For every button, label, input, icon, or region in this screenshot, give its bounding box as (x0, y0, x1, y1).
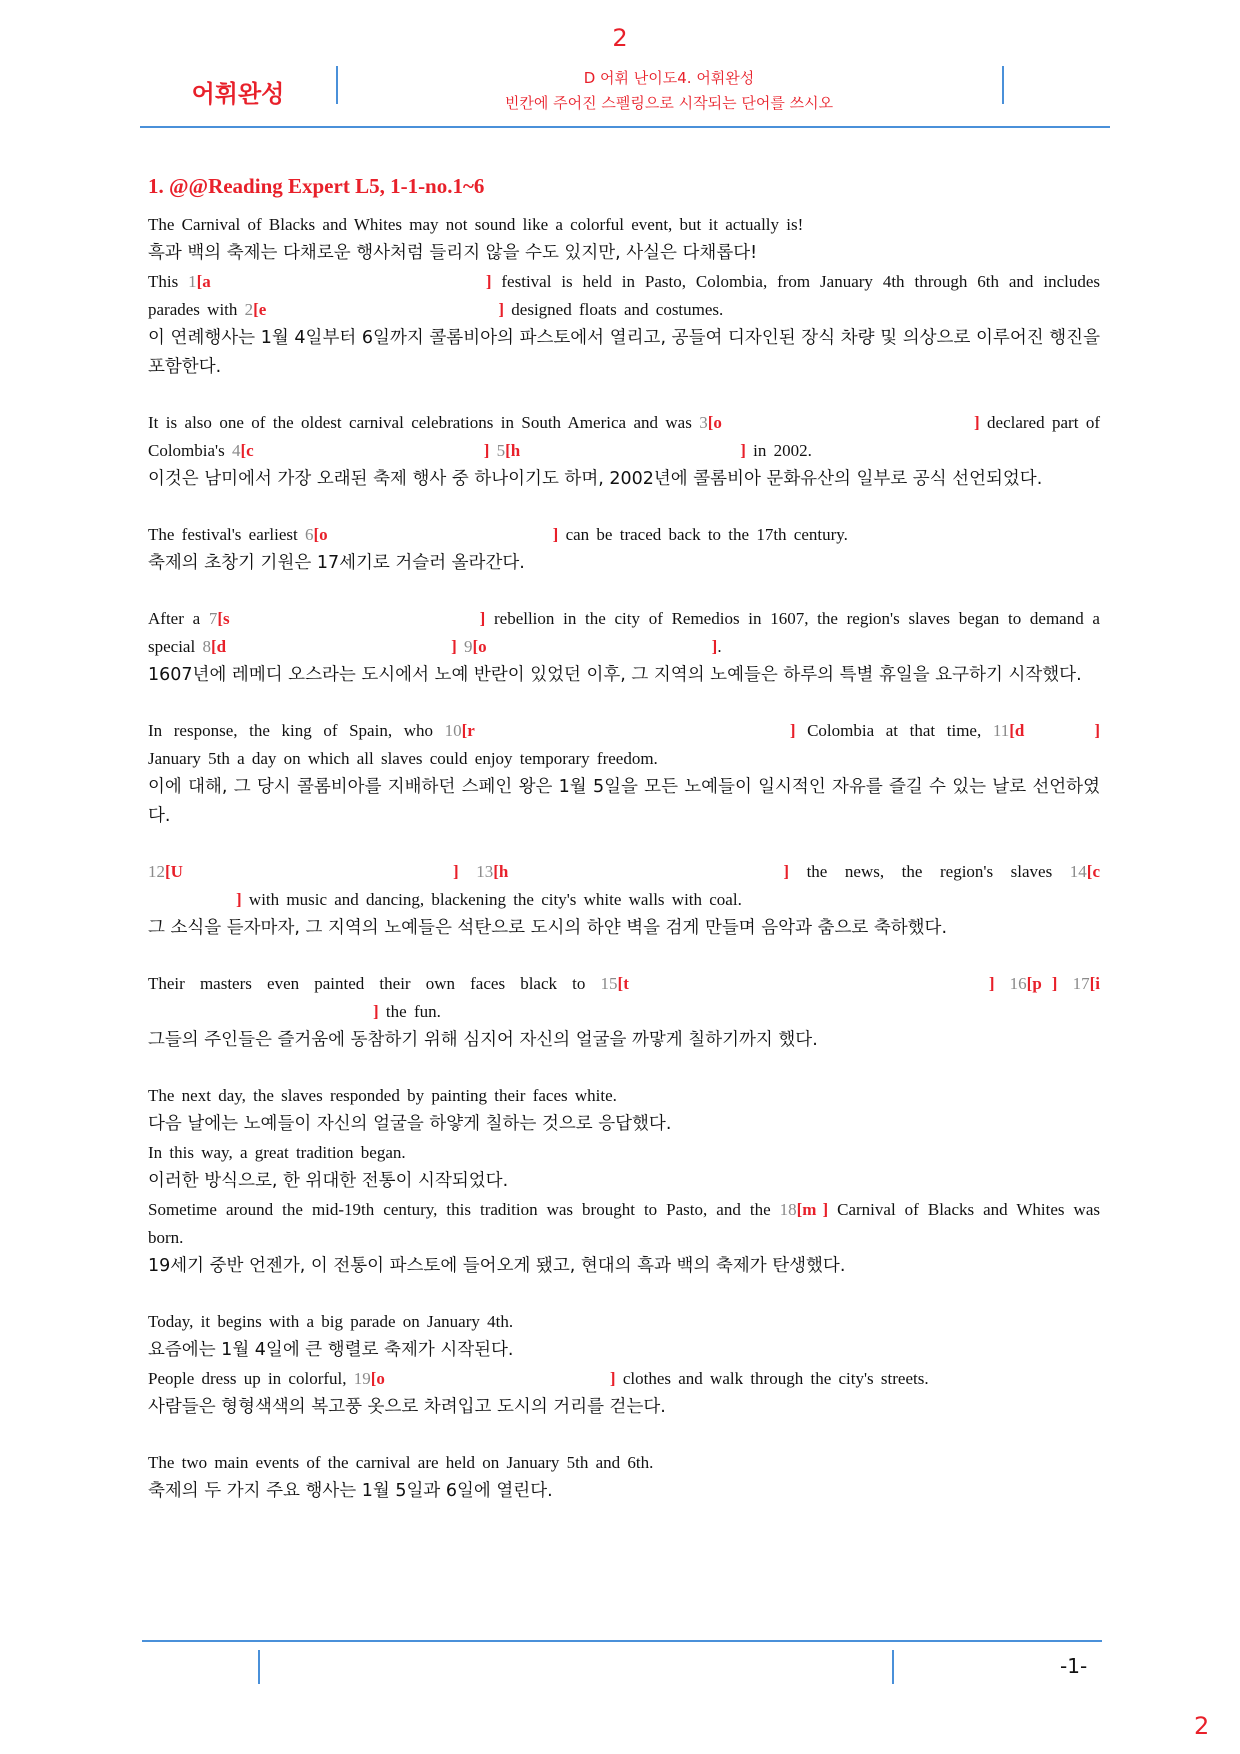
english-sentence: The Carnival of Blacks and Whites may not sound like a colorful event, but it actually is! (148, 215, 804, 234)
english-sentence: 12[U ] 13[h ] the news, the region's slaves 14[c] with music and dancing, blackening the city's white walls with coal. (148, 862, 1100, 909)
blank-12[interactable]: [U ] (165, 862, 459, 881)
blank-6[interactable]: [o ] (313, 525, 559, 544)
english-sentence: It is also one of the oldest carnival celebrations in South America and was 3[o ] declared part of Colombia's 4[c ] 5[h ] in 2002. (148, 413, 1100, 460)
blank-number: 18 (779, 1200, 797, 1219)
english-sentence: In response, the king of Spain, who 10[r ] Colombia at that time, 11[d ] January 5th a day on which all slaves could enjoy temporary freedom. (148, 721, 1100, 768)
instruction-line-1: D 어휘 난이도4. 어휘완성 (583, 69, 755, 87)
blank-10[interactable]: [r ] (461, 721, 796, 740)
footer-divider-right (892, 1650, 894, 1684)
blank-3[interactable]: [o ] (707, 413, 980, 432)
korean-translation: 축제의 두 가지 주요 행사는 1월 5일과 6일에 열린다. (148, 1481, 553, 1501)
english-sentence: The next day, the slaves responded by painting their faces white. (148, 1086, 617, 1105)
blank-number: 19 (353, 1369, 371, 1388)
blank-9[interactable]: [o ] (472, 637, 718, 656)
corner-page-number: 2 (1194, 1712, 1210, 1740)
worksheet-instructions (336, 66, 1002, 116)
blank-number: 16 (1009, 974, 1027, 993)
korean-translation: 그 소식을 듣자마자, 그 지역의 노예들은 석탄으로 도시의 하얀 벽을 검게 만들며 음악과 춤으로 축하했다. (148, 918, 948, 938)
worksheet-content (148, 174, 1100, 1506)
korean-translation: 1607년에 레메디 오스라는 도시에서 노예 반란이 있었던 이후, 그 지역의 노예들은 하루의 특별 휴일을 요구하기 시작했다. (148, 665, 1082, 685)
korean-translation: 이 연례행사는 1월 4일부터 6일까지 콜롬비아의 파스토에서 열리고, 공들여 디자인된 장식 차량 및 의상으로 이루어진 행진을 포함한다. (148, 328, 1100, 377)
blank-15[interactable]: [t ] (617, 974, 995, 993)
blank-number: 15 (600, 974, 618, 993)
blank-14[interactable]: [c] (236, 862, 1100, 909)
blank-number: 11 (992, 721, 1010, 740)
blank-number: 7 (208, 609, 218, 628)
blank-1[interactable]: [a ] (196, 272, 492, 291)
blank-number: 4 (231, 441, 241, 460)
blank-19[interactable]: [o ] (370, 1369, 616, 1388)
english-sentence: The festival's earliest 6[o ] can be traced back to the 17th century. (148, 525, 848, 544)
blank-number: 8 (202, 637, 211, 656)
blank-number: 12 (148, 862, 165, 881)
instruction-line-2: 빈칸에 주어진 스펠링으로 시작되는 단어를 쓰시오 (504, 94, 834, 112)
english-sentence: Sometime around the mid-19th century, this tradition was brought to Pasto, and the 18[m ] Carnival of Blacks and Whites was born. (148, 1200, 1100, 1247)
english-sentence: This 1[a ] festival is held in Pasto, Colombia, from January 4th through 6th and includes parades with 2[e ] designed floats and costumes. (148, 272, 1100, 319)
english-sentence: After a 7[s ] rebellion in the city of Remedios in 1607, the region's slaves began to demand a special 8[d ] 9[o ]. (148, 609, 1100, 656)
blank-number: 13 (476, 862, 494, 881)
blank-11[interactable]: [d ] (1009, 721, 1100, 740)
blank-number: 1 (188, 272, 197, 291)
blank-number: 6 (304, 525, 314, 544)
blank-number: 10 (444, 721, 462, 740)
worksheet-title: 어휘완성 (191, 80, 285, 108)
blank-number: 17 (1072, 974, 1090, 993)
english-sentence: In this way, a great tradition began. (148, 1143, 406, 1162)
blank-number: 9 (464, 637, 473, 656)
korean-translation: 다음 날에는 노예들이 자신의 얼굴을 하얗게 칠하는 것으로 응답했다. (148, 1114, 672, 1134)
blank-number: 3 (699, 413, 708, 432)
footer-rule (142, 1640, 1102, 1642)
blank-5[interactable]: [h ] (505, 441, 746, 460)
blank-18[interactable]: [m ] (796, 1200, 829, 1219)
korean-translation: 19세기 중반 언젠가, 이 전통이 파스토에 들어오게 됐고, 현대의 흑과 백의 축제가 탄생했다. (148, 1256, 846, 1276)
korean-translation: 흑과 백의 축제는 다채로운 행사처럼 들리지 않을 수도 있지만, 사실은 다채롭다! (148, 243, 758, 263)
korean-translation: 이것은 남미에서 가장 오래된 축제 행사 중 하나이기도 하며, 2002년에 콜롬비아 문화유산의 일부로 공식 선언되었다. (148, 469, 1043, 489)
worksheet-header (140, 66, 1110, 128)
english-sentence: The two main events of the carnival are held on January 5th and 6th. (148, 1453, 654, 1472)
korean-translation: 축제의 초창기 기원은 17세기로 거슬러 올라간다. (148, 553, 525, 573)
korean-translation: 이러한 방식으로, 한 위대한 전통이 시작되었다. (148, 1171, 509, 1191)
blank-number: 5 (496, 441, 506, 460)
blank-number: 14 (1069, 862, 1087, 881)
blank-4[interactable]: [c ] (240, 441, 490, 460)
blank-16[interactable]: [p ] (1026, 974, 1058, 993)
footer-page-number: -1- (1060, 1654, 1088, 1678)
footer-divider-left (258, 1650, 260, 1684)
korean-translation: 이에 대해, 그 당시 콜롬비아를 지배하던 스페인 왕은 1월 5일을 모든 노예들이 일시적인 자유를 즐길 수 있는 날로 선언하였다. (148, 777, 1100, 826)
top-page-number: 2 (612, 24, 628, 52)
header-divider-right (1002, 66, 1004, 104)
blank-7[interactable]: [s ] (217, 609, 486, 628)
section-title: 1. @@Reading Expert L5, 1-1-no.1~6 (148, 174, 485, 198)
blank-13[interactable]: [h ] (493, 862, 789, 881)
blank-8[interactable]: [d ] (210, 637, 457, 656)
korean-translation: 그들의 주인들은 즐거움에 동참하기 위해 심지어 자신의 얼굴을 까맣게 칠하기까지 했다. (148, 1030, 818, 1050)
english-sentence: People dress up in colorful, 19[o ] clothes and walk through the city's streets. (148, 1369, 929, 1388)
blank-number: 2 (244, 300, 254, 319)
blank-17[interactable]: [i] (373, 974, 1100, 1021)
korean-translation: 요즘에는 1월 4일에 큰 행렬로 축제가 시작된다. (148, 1340, 514, 1360)
blank-2[interactable]: [e ] (253, 300, 505, 319)
english-sentence: Today, it begins with a big parade on January 4th. (148, 1312, 514, 1331)
korean-translation: 사람들은 형형색색의 복고풍 옷으로 차려입고 도시의 거리를 걷는다. (148, 1397, 666, 1417)
english-sentence: Their masters even painted their own faces black to 15[t ] 16[p ] 17[i] the fun. (148, 974, 1100, 1021)
